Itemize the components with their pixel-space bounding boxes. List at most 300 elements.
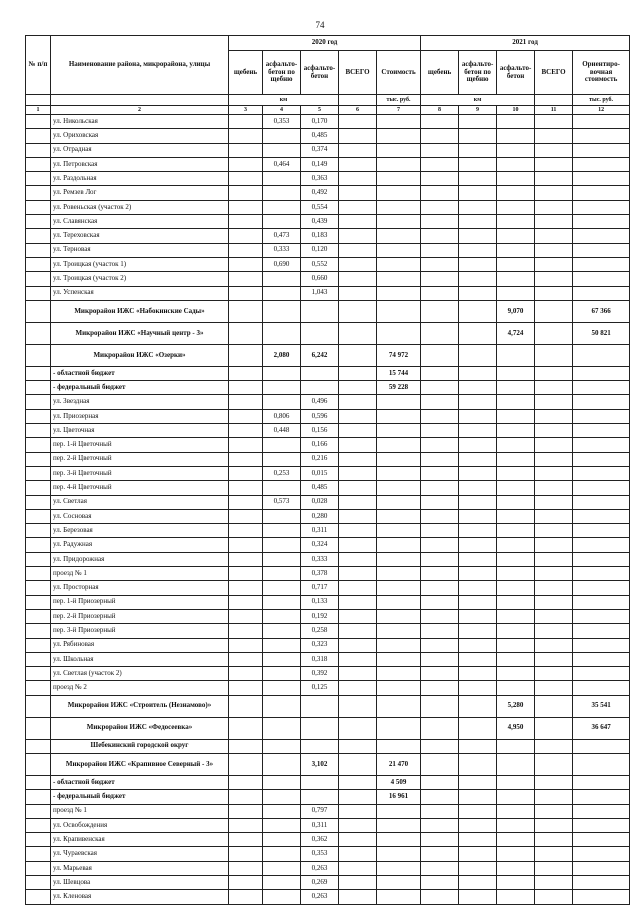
empty-cell (573, 409, 630, 423)
empty-cell (339, 581, 377, 595)
table-row (26, 567, 630, 581)
empty-cell (573, 804, 630, 818)
empty-cell (377, 538, 421, 552)
table-row (26, 157, 630, 171)
empty-cell (421, 567, 459, 581)
empty-cell (573, 638, 630, 652)
empty-cell (339, 243, 377, 257)
empty-cell (339, 257, 377, 271)
cell-col-5: 0,311 (301, 524, 339, 538)
table-row (26, 818, 630, 832)
empty-cell (339, 395, 377, 409)
empty-cell (535, 344, 573, 366)
empty-cell (377, 552, 421, 566)
empty-cell (339, 595, 377, 609)
empty-cell (339, 366, 377, 380)
empty-cell (263, 609, 301, 623)
empty-cell (229, 609, 263, 623)
empty-cell (229, 381, 263, 395)
row-name: ул. Терновая (51, 243, 229, 257)
empty-cell (497, 172, 535, 186)
empty-cell (497, 524, 535, 538)
cell-col-7: 16 961 (377, 790, 421, 804)
empty-cell (497, 395, 535, 409)
empty-cell (26, 717, 51, 739)
empty-cell (459, 624, 497, 638)
row-name: пер. 2-й Цветочный (51, 452, 229, 466)
empty-cell (573, 172, 630, 186)
empty-cell (497, 481, 535, 495)
empty-cell (263, 861, 301, 875)
row-name: - областной бюджет (51, 775, 229, 789)
empty-cell (535, 395, 573, 409)
empty-cell (497, 257, 535, 271)
empty-cell (377, 243, 421, 257)
cell-col-5: 0,378 (301, 567, 339, 581)
empty-cell (535, 272, 573, 286)
empty-cell (573, 466, 630, 480)
empty-cell (339, 753, 377, 775)
empty-cell (421, 753, 459, 775)
empty-cell (459, 200, 497, 214)
empty-cell (229, 861, 263, 875)
table-row (26, 424, 630, 438)
cell-col-5: 0,596 (301, 409, 339, 423)
cell-col-5: 0,263 (301, 890, 339, 904)
empty-cell (573, 129, 630, 143)
empty-cell (263, 143, 301, 157)
empty-cell (573, 481, 630, 495)
empty-cell (421, 790, 459, 804)
header-year-2021: 2021 год (421, 36, 630, 51)
row-name: ул. Светлая (участок 2) (51, 667, 229, 681)
table-row (26, 775, 630, 789)
empty-cell (459, 129, 497, 143)
table-row (26, 286, 630, 300)
cell-col-5: 0,333 (301, 552, 339, 566)
empty-cell (377, 890, 421, 904)
row-name: пер. 3-й Цветочный (51, 466, 229, 480)
empty-cell (377, 409, 421, 423)
empty-cell (26, 876, 51, 890)
empty-cell (26, 438, 51, 452)
empty-cell (497, 753, 535, 775)
empty-cell (26, 424, 51, 438)
empty-cell (535, 409, 573, 423)
empty-cell (301, 775, 339, 789)
empty-cell (459, 143, 497, 157)
empty-cell (26, 775, 51, 789)
cell-col-7: 74 972 (377, 344, 421, 366)
empty-cell (497, 567, 535, 581)
empty-cell (459, 344, 497, 366)
cell-col-5: 0,552 (301, 257, 339, 271)
row-name: Микрорайон ИЖС «Строитель (Незнамово)» (51, 695, 229, 717)
empty-cell (535, 243, 573, 257)
empty-cell (421, 775, 459, 789)
empty-cell (263, 438, 301, 452)
empty-cell (573, 186, 630, 200)
empty-cell (535, 481, 573, 495)
table-row (26, 115, 630, 129)
empty-cell (535, 322, 573, 344)
empty-cell (26, 667, 51, 681)
column-number: 6 (339, 106, 377, 115)
empty-cell (497, 775, 535, 789)
column-number: 5 (301, 106, 339, 115)
empty-cell (497, 381, 535, 395)
empty-cell (26, 818, 51, 832)
table-row (26, 366, 630, 380)
empty-cell (377, 229, 421, 243)
empty-cell (535, 681, 573, 695)
table-row (26, 344, 630, 366)
cell-col-5: 0,717 (301, 581, 339, 595)
empty-cell (459, 452, 497, 466)
empty-cell (573, 595, 630, 609)
empty-cell (377, 524, 421, 538)
row-name: - областной бюджет (51, 366, 229, 380)
row-name: проезд № 1 (51, 804, 229, 818)
cell-col-5: 0,269 (301, 876, 339, 890)
empty-cell (229, 229, 263, 243)
empty-cell (497, 115, 535, 129)
column-number: 2 (51, 106, 229, 115)
empty-cell (229, 538, 263, 552)
empty-cell (535, 624, 573, 638)
row-name: пер. 3-й Приозерный (51, 624, 229, 638)
table-row (26, 753, 630, 775)
column-number: 12 (573, 106, 630, 115)
empty-cell (26, 753, 51, 775)
cell-col-5: 3,102 (301, 753, 339, 775)
row-name: - федеральный бюджет (51, 790, 229, 804)
empty-cell (26, 243, 51, 257)
empty-cell (339, 652, 377, 666)
empty-cell (459, 638, 497, 652)
row-name: пер. 1-й Цветочный (51, 438, 229, 452)
row-name: ул. Чураевская (51, 847, 229, 861)
empty-cell (229, 215, 263, 229)
empty-cell (497, 609, 535, 623)
empty-cell (263, 739, 301, 753)
cell-col-5: 0,660 (301, 272, 339, 286)
empty-cell (263, 667, 301, 681)
empty-cell (377, 200, 421, 214)
table-row (26, 272, 630, 286)
empty-cell (263, 200, 301, 214)
empty-cell (535, 366, 573, 380)
table-row (26, 495, 630, 509)
empty-cell (263, 818, 301, 832)
empty-cell (535, 186, 573, 200)
table-row (26, 652, 630, 666)
empty-cell (229, 847, 263, 861)
empty-cell (26, 344, 51, 366)
empty-cell (229, 286, 263, 300)
empty-cell (459, 272, 497, 286)
row-name: ул. Приозерная (51, 409, 229, 423)
empty-cell (497, 452, 535, 466)
empty-cell (573, 395, 630, 409)
row-name: ул. Крапивенская (51, 833, 229, 847)
table-row (26, 257, 630, 271)
empty-cell (26, 624, 51, 638)
table-row (26, 438, 630, 452)
empty-cell (421, 186, 459, 200)
cell-col-5: 1,043 (301, 286, 339, 300)
empty-cell (573, 581, 630, 595)
empty-cell (339, 739, 377, 753)
cell-col-10: 4,724 (497, 322, 535, 344)
empty-cell (229, 652, 263, 666)
empty-cell (377, 567, 421, 581)
table-row (26, 481, 630, 495)
empty-cell (421, 890, 459, 904)
empty-cell (301, 381, 339, 395)
empty-cell (229, 300, 263, 322)
empty-cell (26, 833, 51, 847)
empty-cell (459, 804, 497, 818)
cell-col-5: 0,170 (301, 115, 339, 129)
empty-cell (459, 438, 497, 452)
empty-cell (377, 695, 421, 717)
table-row (26, 524, 630, 538)
cell-col-12: 36 647 (573, 717, 630, 739)
empty-cell (339, 409, 377, 423)
empty-cell (459, 466, 497, 480)
empty-cell (229, 681, 263, 695)
empty-cell (421, 157, 459, 171)
empty-cell (459, 157, 497, 171)
empty-cell (459, 890, 497, 904)
empty-cell (459, 495, 497, 509)
empty-cell (229, 495, 263, 509)
empty-cell (229, 366, 263, 380)
cell-col-5: 0,166 (301, 438, 339, 452)
empty-cell (421, 861, 459, 875)
empty-cell (26, 115, 51, 129)
empty-cell (26, 481, 51, 495)
empty-cell (26, 452, 51, 466)
header-no: № п/п (26, 36, 51, 95)
empty-cell (459, 229, 497, 243)
row-name: Микрорайон ИЖС «Федосеевка» (51, 717, 229, 739)
empty-cell (459, 409, 497, 423)
empty-cell (497, 581, 535, 595)
empty-cell (26, 381, 51, 395)
empty-cell (263, 833, 301, 847)
empty-cell (339, 804, 377, 818)
empty-cell (301, 366, 339, 380)
empty-cell (421, 143, 459, 157)
cell-col-5: 0,318 (301, 652, 339, 666)
table-row (26, 876, 630, 890)
empty-cell (229, 567, 263, 581)
cell-col-5: 0,353 (301, 847, 339, 861)
empty-cell (339, 466, 377, 480)
row-name: ул. Школьная (51, 652, 229, 666)
empty-cell (497, 466, 535, 480)
row-name: ул. Марьевая (51, 861, 229, 875)
empty-cell (459, 538, 497, 552)
row-name: ул. Просторная (51, 581, 229, 595)
empty-cell (459, 847, 497, 861)
empty-cell (421, 172, 459, 186)
table-row (26, 409, 630, 423)
empty-cell (535, 790, 573, 804)
empty-cell (377, 495, 421, 509)
empty-cell (573, 667, 630, 681)
empty-cell (535, 143, 573, 157)
empty-cell (377, 186, 421, 200)
cell-col-5: 0,485 (301, 481, 339, 495)
empty-cell (263, 186, 301, 200)
empty-cell (26, 609, 51, 623)
empty-cell (459, 667, 497, 681)
empty-cell (535, 652, 573, 666)
cell-col-4: 0,806 (263, 409, 301, 423)
empty-cell (535, 157, 573, 171)
row-name: ул. Шевцова (51, 876, 229, 890)
empty-cell (263, 322, 301, 344)
empty-cell (377, 115, 421, 129)
empty-cell (535, 129, 573, 143)
column-number: 3 (229, 106, 263, 115)
cell-col-7: 15 744 (377, 366, 421, 380)
subheader-2020-2: асфальто-бетон по щебню (263, 51, 301, 95)
empty-cell (339, 847, 377, 861)
empty-cell (339, 876, 377, 890)
subheader-2021-5: Ориентиро-вочная стоимость (573, 51, 630, 95)
empty-cell (459, 833, 497, 847)
empty-cell (459, 609, 497, 623)
subheader-2020-1: щебень (229, 51, 263, 95)
empty-cell (377, 143, 421, 157)
empty-cell (263, 681, 301, 695)
row-name: ул. Петровская (51, 157, 229, 171)
empty-cell (497, 595, 535, 609)
empty-cell (421, 717, 459, 739)
empty-cell (459, 818, 497, 832)
cell-col-5: 6,242 (301, 344, 339, 366)
empty-cell (26, 861, 51, 875)
empty-cell (459, 481, 497, 495)
header-name: Наименование района, микрорайона, улицы (51, 36, 229, 95)
cell-col-5: 0,554 (301, 200, 339, 214)
cell-col-4: 0,353 (263, 115, 301, 129)
empty-cell (535, 775, 573, 789)
table-row (26, 172, 630, 186)
empty-cell (26, 157, 51, 171)
cell-col-10: 5,280 (497, 695, 535, 717)
empty-cell (377, 452, 421, 466)
cell-col-5: 0,263 (301, 861, 339, 875)
cell-col-4: 0,464 (263, 157, 301, 171)
empty-cell (26, 215, 51, 229)
empty-cell (339, 452, 377, 466)
empty-cell (573, 567, 630, 581)
empty-cell (459, 775, 497, 789)
empty-cell (421, 344, 459, 366)
empty-cell (459, 567, 497, 581)
empty-cell (339, 286, 377, 300)
empty-cell (535, 300, 573, 322)
table-row (26, 395, 630, 409)
empty-cell (421, 667, 459, 681)
cell-col-5: 0,216 (301, 452, 339, 466)
empty-cell (421, 481, 459, 495)
empty-cell (497, 215, 535, 229)
column-number: 8 (421, 106, 459, 115)
table-row (26, 143, 630, 157)
empty-cell (421, 322, 459, 344)
empty-cell (339, 717, 377, 739)
empty-cell (26, 804, 51, 818)
empty-cell (535, 890, 573, 904)
empty-cell (229, 466, 263, 480)
row-name: ул. Освобождения (51, 818, 229, 832)
empty-cell (339, 638, 377, 652)
empty-cell (26, 366, 51, 380)
empty-cell (573, 157, 630, 171)
empty-cell (339, 481, 377, 495)
empty-cell (377, 652, 421, 666)
cell-col-10: 4,950 (497, 717, 535, 739)
empty-cell (459, 366, 497, 380)
empty-cell (573, 229, 630, 243)
table-row (26, 681, 630, 695)
empty-cell (229, 409, 263, 423)
empty-cell (301, 322, 339, 344)
empty-cell (339, 681, 377, 695)
empty-cell (229, 481, 263, 495)
empty-cell (573, 366, 630, 380)
empty-cell (573, 344, 630, 366)
empty-cell (377, 424, 421, 438)
empty-cell (377, 481, 421, 495)
empty-cell (26, 652, 51, 666)
empty-cell (229, 890, 263, 904)
empty-cell (263, 272, 301, 286)
subheader-2021-4: ВСЕГО (535, 51, 573, 95)
row-name: ул. Успенская (51, 286, 229, 300)
empty-cell (377, 638, 421, 652)
empty-cell (229, 833, 263, 847)
row-name: ул. Раздольная (51, 172, 229, 186)
table-row (26, 186, 630, 200)
cell-col-4: 0,253 (263, 466, 301, 480)
empty-cell (26, 186, 51, 200)
empty-cell (421, 833, 459, 847)
empty-cell (263, 638, 301, 652)
empty-cell (339, 624, 377, 638)
row-name: ул. Сосновая (51, 509, 229, 523)
empty-cell (263, 595, 301, 609)
table-row (26, 581, 630, 595)
subheader-2020-4: ВСЕГО (339, 51, 377, 95)
empty-cell (573, 272, 630, 286)
empty-cell (263, 129, 301, 143)
empty-cell (229, 595, 263, 609)
empty-cell (421, 538, 459, 552)
empty-cell (421, 243, 459, 257)
empty-cell (421, 552, 459, 566)
empty-cell (573, 876, 630, 890)
empty-cell (535, 466, 573, 480)
row-name: ул. Троицкая (участок 1) (51, 257, 229, 271)
empty-cell (263, 286, 301, 300)
